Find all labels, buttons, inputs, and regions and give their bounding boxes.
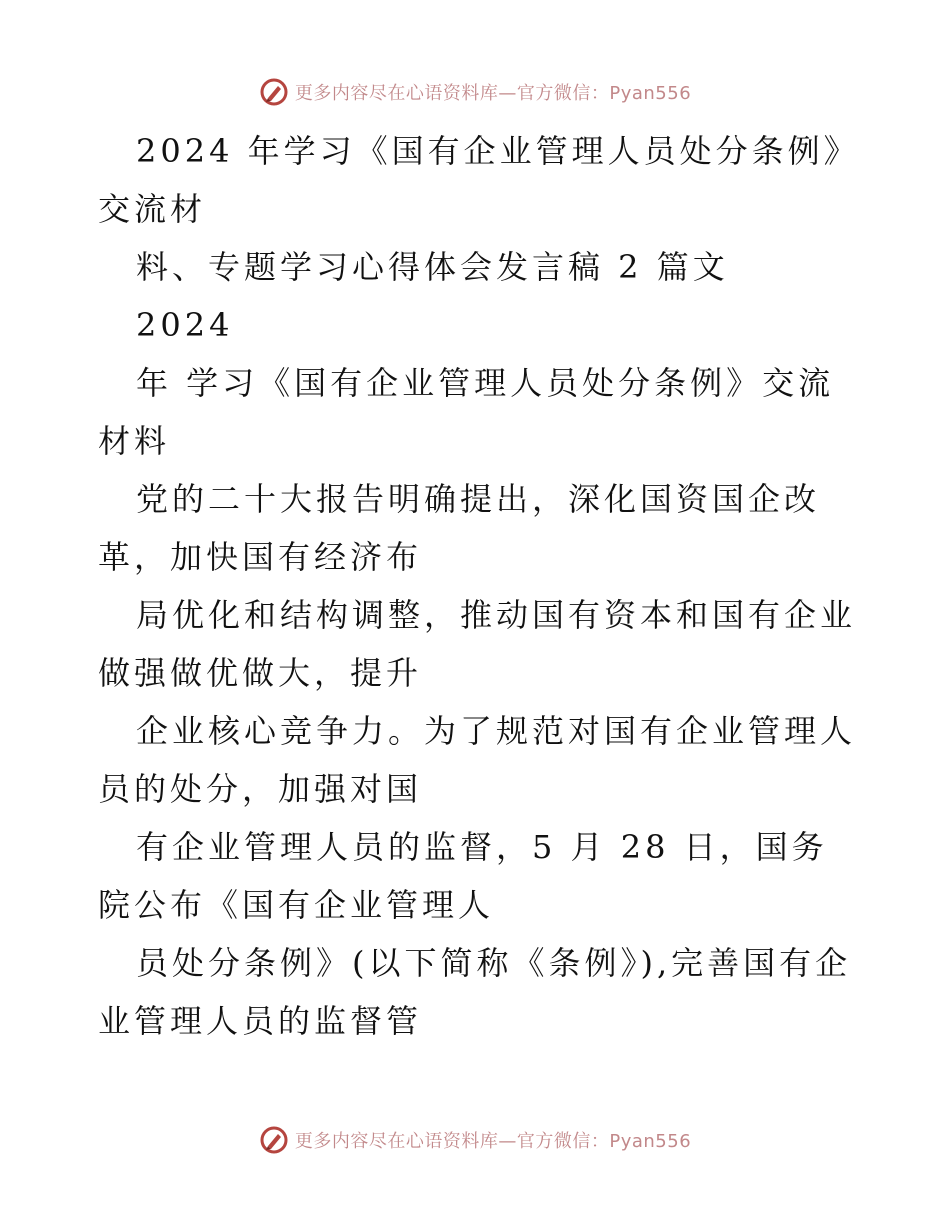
heading-title: 年 学习《国有企业管理人员处分条例》交流材料: [98, 364, 835, 460]
pen-logo-icon: [259, 77, 289, 107]
body-paragraph-3: 企业核心竞争力。为了规范对国有企业管理人员的处分，加强对国: [98, 712, 857, 808]
watermark-text: 更多内容尽在心语资料库—官方微信：Pyan556: [294, 1131, 692, 1152]
body-paragraph-5: 员处分条例》(以下简称《条例》),完善国有企业管理人员的监督管: [98, 944, 852, 1040]
watermark-footer: [0, 1120, 950, 1160]
watermark-text: 更多内容尽在心语资料库—官方微信：Pyan556: [294, 83, 692, 104]
title-line-1: 2024 年学习《国有企业管理人员处分条例》交流材: [98, 132, 844, 228]
heading-year: 2024: [136, 306, 234, 344]
watermark-header: [0, 72, 950, 112]
title-line-2: 料、专题学习心得体会发言稿 2 篇文: [136, 248, 729, 286]
body-paragraph-2: 局优化和结构调整，推动国有资本和国有企业做强做优做大，提升: [98, 596, 857, 692]
pen-logo-icon: [259, 1125, 289, 1155]
body-paragraph-4: 有企业管理人员的监督，5 月 28 日，国务院公布《国有企业管理人: [98, 828, 828, 924]
body-paragraph-1: 党的二十大报告明确提出，深化国资国企改革，加快国有经济布: [98, 480, 821, 576]
document-body: [98, 122, 858, 1050]
